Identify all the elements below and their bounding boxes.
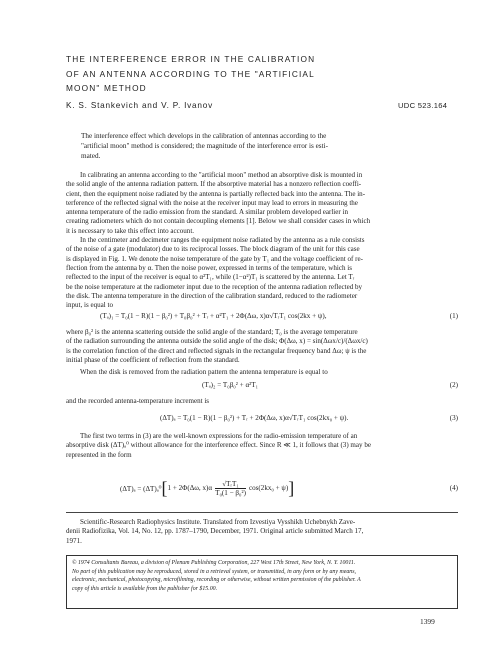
copyright-line: © 1974 Consultants Bureau, a division of Plenum Publishing Corporation, 227 West 17th Street, New York, N. Y. 10011.	[72, 560, 356, 566]
right-bracket-icon: ]	[288, 478, 295, 498]
body-line: antenna temperature of the radio emission from the standard. A similar problem developed earlier in	[66, 208, 348, 217]
equation-2: (Tₐ)₂ = T₀β₀² + α²T₁	[202, 381, 259, 389]
equation-1-number: (1)	[449, 312, 458, 320]
equation-4-left: (ΔT)ₐ = (ΔT)ₐ⁰	[120, 484, 162, 493]
body-line: terference of the reflected signal with the noise at the receiver input may lead to errors in measuring the	[66, 198, 358, 207]
body-line: absorptive disk (ΔT)ₐ⁰ without allowance for the interference effect. Since R ≪ 1, it follows that (3) may be	[66, 441, 371, 450]
body-line: cient, then the equipment noise radiated by the antenna is partially reflected back into the antenna. The in-	[66, 189, 366, 198]
body-text-4	[66, 432, 458, 460]
copyright-notice	[72, 559, 454, 593]
body-line: of the noise of a gate (modulator) due to its reciprocal losses. The block diagram of the unit for this case	[66, 245, 360, 254]
left-bracket-icon: [	[161, 478, 168, 498]
article-title	[66, 52, 426, 96]
body-line: creating radiometers which do not contain decoupling elements [1]. Below we shall consider cases in which	[66, 217, 371, 226]
body-line: In calibrating an antenna according to the "artificial moon" method an absorptive disk is mounted in	[80, 171, 363, 179]
equation-4-middle: 1 + 2Φ(Δω, x)α	[167, 484, 213, 492]
abstract-line: mated.	[81, 152, 101, 160]
body-line: of the radiation surrounding the antenna outside the solid angle of the disk; Φ(Δω, x) = sin(Δωx/c)/(Δωx/c)	[66, 337, 368, 346]
body-line: be the noise temperature at the radiometer input due to the reception of the antenna radiation reflected by	[66, 282, 363, 291]
body-line: represented in the form	[66, 450, 132, 459]
body-line: input, is equal to	[66, 301, 113, 310]
title-line: THE INTERFERENCE ERROR IN THE CALIBRATION	[66, 54, 316, 64]
body-line: is displayed in Fig. 1. We denote the noise temperature of the gate by T₁ and the voltage coefficient of re-	[66, 254, 363, 263]
body-line: The first two terms in (3) are the well-known expressions for the radio-emission temperature of an	[80, 432, 358, 440]
equation-1: (Tₐ)₁ = T₀(1 − R)(1 − β₀²) + T₀β₀² + Tᵣ + α²T₁ + 2Φ(Δω, x)α√TᵣT₁ cos(2kx + ψ),	[100, 312, 327, 320]
copyright-line: No part of this publication may be reproduced, stored in a retrieval system, or transmitted, in any form or by any means,	[72, 568, 356, 575]
institution-line: denii Radiofizika, Vol. 14, No. 12, pp. 1787–1790, December, 1971. Original article submitted March 17,	[66, 527, 364, 536]
institution-note	[66, 518, 458, 546]
body-line: flection from the antenna by α. Then the noise power, expressed in terms of the temperature, which is	[66, 263, 352, 272]
body-text-3	[66, 397, 458, 406]
body-line: When the disk is removed from the radiation pattern the antenna temperature is equal to	[80, 368, 328, 377]
body-line: where β₀² is the antenna scattering outside the solid angle of the standard; T₀ is the average temperature	[66, 328, 358, 336]
abstract-line: "artificial moon" method is considered; the magnitude of the interference error is esti-	[81, 142, 328, 150]
fraction-numerator: √TᵣT₁	[215, 480, 246, 489]
body-line: it is necessary to take this effect into account.	[66, 226, 195, 235]
udc-number: UDC 523.164	[398, 101, 448, 110]
institution-line: Scientific-Research Radiophysics Institute. Translated from Izvestiya Vysshikh Uchebnykh Zave-	[80, 518, 356, 526]
body-line: initial phase of the coefficient of reflection from the standard.	[66, 355, 240, 364]
body-line: and the recorded antenna-temperature increment is	[66, 397, 210, 405]
body-line: is the correlation function of the direct and reflected signals in the rectangular frequency band Δω; ψ is the	[66, 346, 367, 355]
fraction-denominator: T₀(1 − β₀²)	[215, 488, 246, 497]
equation-4-number: (4)	[449, 484, 458, 492]
body-line: reflected to the input of the receiver is equal to α²T₁, while (1−α²)T₁ is scattered by the antenna. Let Tᵣ	[66, 273, 355, 282]
body-line: the disk. The antenna temperature in the direction of the calibration standard, reduced to the radiometer	[66, 291, 358, 300]
page-number: 1399	[420, 617, 435, 626]
abstract	[81, 131, 457, 161]
equation-3-number: (3)	[449, 414, 458, 422]
copyright-line: copy of this article is available from the publisher for $15.00.	[72, 585, 218, 592]
equation-4-right: cos(2kx₀ + ψ)	[248, 484, 289, 492]
body-text	[66, 171, 458, 310]
title-line: OF AN ANTENNA ACCORDING TO THE "ARTIFICIAL	[66, 68, 315, 79]
authors: K. S. Stankevich and V. P. Ivanov	[66, 101, 214, 110]
institution-line: 1971.	[66, 536, 82, 545]
abstract-line: The interference effect which develops in the calibration of antennas according to the	[81, 132, 327, 140]
title-line: MOON" METHOD	[66, 83, 147, 93]
equation-4	[120, 476, 294, 500]
equation-3: (ΔT)ₐ = T₀(1 − R)(1 − β₀²) + Tᵣ + 2Φ(Δω, x)α√TᵣT₁ cos(2kx₀ + ψ).	[160, 414, 349, 422]
body-line: In the centimeter and decimeter ranges the equipment noise radiated by the antenna as a rule consists	[80, 236, 365, 245]
equation-2-number: (2)	[449, 381, 458, 389]
body-line: the solid angle of the antenna radiation pattern. If the absorptive material has a nonzero reflection coeffi-	[66, 180, 362, 189]
footnote-divider	[66, 512, 458, 513]
copyright-line: electronic, mechanical, photocopying, microfilming, recording or otherwise, without written permission of the publisher. A	[72, 577, 361, 584]
equation-4-fraction	[215, 480, 246, 497]
body-text-2	[66, 328, 458, 377]
